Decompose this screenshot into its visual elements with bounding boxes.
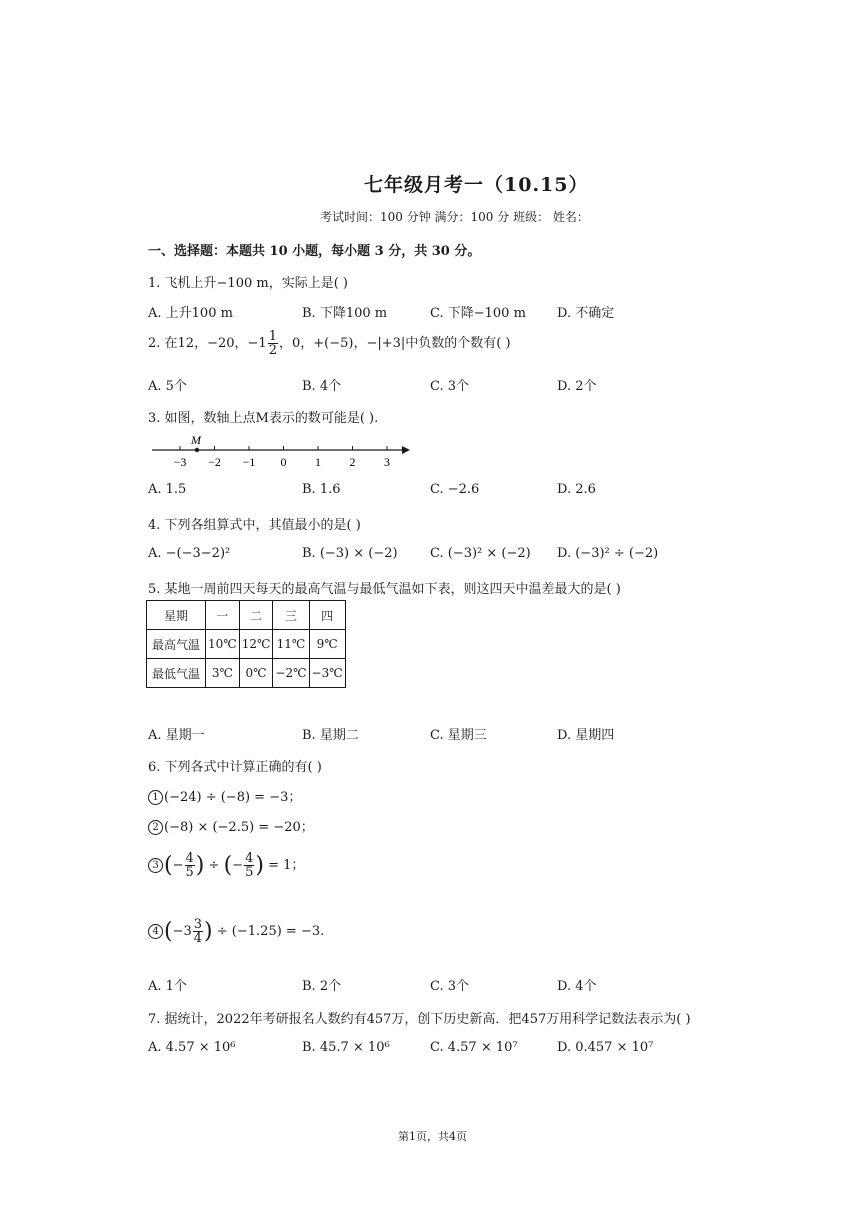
q3-option-d: D. 2.6: [557, 482, 596, 497]
table-cell: 0℃: [239, 659, 273, 688]
axis-tick-label: −3: [173, 455, 187, 469]
q7-option-a: A. 4.57 × 10⁶: [148, 1040, 236, 1055]
circled-number-1: 1: [148, 790, 163, 805]
table-cell: 四: [309, 601, 345, 630]
q1-option-c: C. 下降−100 m: [430, 306, 526, 321]
circled-number-3: 3: [148, 858, 163, 873]
q6-item3-fraction-a: $\frac{4}{5}$: [185, 851, 194, 880]
table-header-row: [147, 601, 346, 630]
q1-option-d: D. 不确定: [557, 306, 615, 321]
circled-number-4: 4: [148, 924, 163, 939]
q6-option-c: C. 3个: [430, 979, 470, 994]
q6-option-a: A. 1个: [148, 979, 187, 994]
q2-option-b: B. 4个: [302, 379, 342, 394]
q7-option-d: D. 0.457 × 10⁷: [557, 1040, 654, 1055]
table-cell: −3℃: [309, 659, 345, 688]
q2-stem-post: ，0，+(−5)，−|+3|中负数的个数有( ): [278, 336, 511, 351]
table-cell: 9℃: [309, 630, 345, 659]
q1-option-b: B. 下降100 m: [302, 306, 388, 321]
q2-stem-pre: 2. 在12，−20，−1: [148, 336, 267, 351]
q3-option-b: B. 1.6: [302, 482, 341, 497]
temperature-table: [146, 600, 346, 688]
q2-option-d: D. 2个: [557, 379, 597, 394]
table-row: [147, 630, 346, 659]
point-m-label: M: [191, 433, 201, 447]
q6-item4-end: ÷ (−1.25) = −3.: [216, 924, 325, 939]
q7-option-b: B. 45.7 × 10⁶: [302, 1040, 390, 1055]
table-cell: 最高气温: [147, 630, 206, 659]
question-7-stem: 7. 据统计，2022年考研报名人数约有457万，创下历史新高．把457万用科学记数法表示为( ): [148, 1012, 691, 1027]
table-cell: 12℃: [239, 630, 273, 659]
exam-info: 考试时间：100 分钟 满分：100 分 班级： 姓名：: [320, 210, 589, 224]
q6-option-d: D. 4个: [557, 979, 597, 994]
question-4-stem: 4. 下列各组算式中，其值最小的是( ): [148, 518, 361, 533]
q6-item-2-text: (−8) × (−2.5) = −20；: [164, 820, 314, 835]
q5-option-d: D. 星期四: [557, 728, 615, 743]
question-2-stem: [148, 330, 511, 357]
table-cell: 11℃: [273, 630, 309, 659]
q6-item-3: 3 (− $\frac{4}{5}$ ) ÷ (− $\frac{4}{5}$ ) = 1；: [148, 852, 304, 879]
q7-option-c: C. 4.57 × 10⁷: [430, 1040, 518, 1055]
table-cell: 星期: [147, 601, 206, 630]
arrow-right-icon: [402, 446, 410, 454]
table-cell: 最低气温: [147, 659, 206, 688]
q6-item3-divide: ÷: [208, 858, 220, 873]
question-5-stem: 5. 某地一周前四天每天的最高气温与最低气温如下表，则这四天中温差最大的是( ): [148, 582, 621, 597]
q1-option-a: A. 上升100 m: [148, 306, 233, 321]
axis-tick-label: −2: [208, 455, 221, 469]
q2-option-c: C. 3个: [430, 379, 470, 394]
q6-item-2: [148, 816, 314, 835]
q6-item4-whole: −3: [172, 924, 192, 939]
table-cell: 二: [239, 601, 273, 630]
axis-tick-label: 1: [315, 455, 321, 469]
axis-tick-label: 0: [280, 455, 287, 469]
q2-option-a: A. 5个: [148, 379, 187, 394]
q6-item3-end: = 1；: [268, 858, 305, 873]
q6-item-4: 4 (−3 $\frac{3}{4}$ ) ÷ (−1.25) = −3.: [148, 918, 324, 945]
table-row: [147, 659, 346, 688]
q6-item-1: [148, 786, 301, 805]
q4-option-b: B. (−3) × (−2): [302, 546, 398, 561]
q3-option-a: A. 1.5: [148, 482, 187, 497]
table-cell: 一: [206, 601, 240, 630]
q2-fraction: $\frac{1}{2}$: [268, 329, 277, 358]
q5-option-a: A. 星期一: [148, 728, 205, 743]
q4-option-a: A. −(−3−2)²: [148, 546, 231, 561]
q6-item-1-text: (−24) ÷ (−8) = −3；: [164, 790, 302, 805]
question-1-stem: 1. 飞机上升−100 m，实际上是( ): [148, 276, 348, 291]
question-3-stem: 3. 如图，数轴上点M表示的数可能是( ).: [148, 411, 379, 426]
page-footer: 第1页，共4页: [398, 1130, 467, 1143]
section-heading: 一、选择题：本题共 10 小题，每小题 3 分，共 30 分。: [148, 244, 481, 259]
axis-tick-label: 2: [349, 455, 356, 469]
q3-option-c: C. −2.6: [430, 482, 480, 497]
axis-tick-label: −1: [242, 455, 256, 469]
table-cell: 3℃: [206, 659, 240, 688]
q4-option-c: C. (−3)² × (−2): [430, 546, 531, 561]
question-6-stem: 6. 下列各式中计算正确的有( ): [148, 760, 322, 775]
table-cell: 10℃: [206, 630, 240, 659]
circled-number-2: 2: [148, 820, 163, 835]
table-cell: −2℃: [273, 659, 309, 688]
point-m: [195, 448, 199, 452]
page-title: 七年级月考一（10.15）: [364, 174, 589, 196]
table-cell: 三: [273, 601, 309, 630]
axis-tick-label: 3: [384, 455, 390, 469]
q5-option-b: B. 星期二: [302, 728, 359, 743]
q6-item3-fraction-b: $\frac{4}{5}$: [245, 851, 254, 880]
q5-option-c: C. 星期三: [430, 728, 487, 743]
q6-option-b: B. 2个: [302, 979, 342, 994]
number-line-figure: [148, 430, 410, 472]
q4-option-d: D. (−3)² ÷ (−2): [557, 546, 659, 561]
q6-item4-fraction: $\frac{3}{4}$: [193, 917, 203, 946]
